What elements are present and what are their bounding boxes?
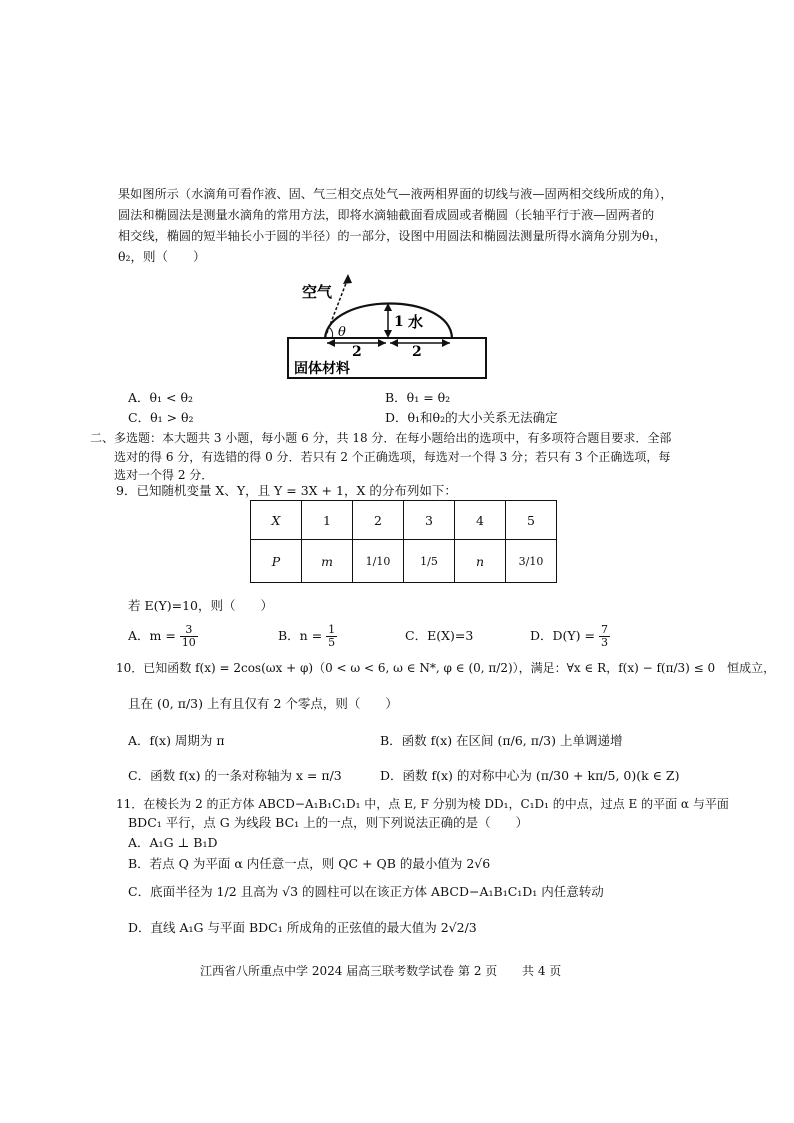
paragraph-line-1: 果如图所示（水滴角可看作液、固、气三相交点处气—液两相界面的切线与液—固两相交线所成的角）， (118, 187, 673, 201)
footer-page: 第 2 页 (458, 964, 498, 978)
section2-line-1: 二、多选题：本大题共 3 小题，每小题 6 分，共 18 分．在每小题给出的选项中，有多项符合题目要求．全部 (90, 431, 672, 445)
section2-line-2: 选对的得 6 分，有选错的得 0 分．若只有 2 个正确选项，每选对一个得 3 分；若只有 3 个正确选项，每 (114, 450, 671, 464)
q11-option-b: B．若点 Q 为平面 α 内任意一点，则 QC + QB 的最小值为 2√6 (128, 856, 491, 871)
table-cell: 1/5 (404, 540, 455, 583)
water-droplet-figure (280, 272, 500, 384)
table-row (251, 540, 557, 583)
q9-option-d (530, 624, 610, 649)
left-width-label: 2 (352, 344, 362, 360)
theta-label: θ (338, 325, 346, 340)
q11-line-2: BDC₁ 平行，点 G 为线段 BC₁ 上的一点，则下列说法正确的是（ ） (128, 815, 529, 830)
table-cell: 3 (404, 501, 455, 540)
q8-option-b: B．θ₁ = θ₂ (385, 390, 451, 405)
q9-distribution-table (250, 500, 557, 583)
table-cell: m (302, 540, 353, 583)
q9-option-c: C．E(X)=3 (405, 628, 474, 643)
air-label: 空气 (302, 283, 333, 301)
q8-option-d: D．θ₁和θ₂的大小关系无法确定 (385, 410, 558, 425)
table-cell: 2 (353, 501, 404, 540)
q11-option-a: A．A₁G ⊥ B₁D (128, 835, 218, 850)
fraction: $\frac{1}{5}$ (328, 623, 336, 649)
q10-option-b: B．函数 f(x) 在区间 (π/6, π/3) 上单调递增 (380, 733, 623, 748)
material-label: 固体材料 (294, 361, 350, 377)
q10-option-a: A．f(x) 周期为 π (128, 733, 225, 748)
q10-option-d: D．函数 f(x) 的对称中心为 (π/30 + kπ/5, 0)(k ∈ Z) (380, 768, 680, 783)
fraction: $\frac{7}{3}$ (600, 623, 608, 649)
q9-option-b (278, 624, 337, 649)
table-row (251, 501, 557, 540)
table-cell: 3/10 (506, 540, 557, 583)
q9-stem: 9．已知随机变量 X、Y，且 Y = 3X + 1，X 的分布列如下： (116, 483, 457, 498)
table-cell: 1/10 (353, 540, 404, 583)
table-cell: X (251, 501, 302, 540)
q11-option-c: C．底面半径为 1/2 且高为 √3 的圆柱可以在该正方体 ABCD−A₁B₁C₁D₁ 内任意转动 (128, 884, 604, 899)
paragraph-line-4: θ₂，则（ ） (118, 249, 206, 264)
section2-line-3: 选对一个得 2 分． (114, 468, 214, 482)
table-cell: 5 (506, 501, 557, 540)
table-cell: n (455, 540, 506, 583)
table-cell: 4 (455, 501, 506, 540)
fraction: $\frac{3}{10}$ (181, 623, 196, 649)
footer-school: 江西省八所重点中学 2024 届高三联考数学试卷 (200, 964, 455, 978)
q9-given: 若 E(Y)=10，则（ ） (128, 598, 273, 613)
table-cell: 1 (302, 501, 353, 540)
q9-option-b-label: B．n = (278, 628, 323, 643)
footer-total: 共 4 页 (522, 964, 562, 978)
right-width-label: 2 (412, 344, 422, 360)
q11-line-1: 11．在棱长为 2 的正方体 ABCD−A₁B₁C₁D₁ 中，点 E, F 分别为棱 DD₁，C₁D₁ 的中点，过点 E 的平面 α 与平面 (116, 797, 729, 811)
tangent-arrowhead (343, 274, 352, 284)
height-label: 1 (394, 314, 404, 330)
q9-option-a-label: A．m = (128, 628, 176, 643)
q10-line-1: 10．已知函数 f(x) = 2cos(ωx + φ)（0 < ω < 6, ω ∈ N*, φ ∈ (0, π/2)），满足：∀x ∈ R，f(x) − f(π/3) ≤ 0 恒成立， (116, 661, 776, 675)
q9-option-a (128, 624, 198, 649)
q8-option-c: C．θ₁ > θ₂ (128, 410, 194, 425)
paragraph-line-3: 相交线，椭圆的短半轴长小于圆的半径）的一部分，设图中用圆法和椭圆法测量所得水滴角分别为θ₁， (118, 229, 667, 243)
q10-line-2: 且在 (0, π/3) 上有且仅有 2 个零点，则（ ） (128, 696, 398, 711)
table-cell: P (251, 540, 302, 583)
q8-option-a: A．θ₁ < θ₂ (128, 390, 194, 405)
q10-option-c: C．函数 f(x) 的一条对称轴为 x = π/3 (128, 768, 342, 783)
q11-option-d: D．直线 A₁G 与平面 BDC₁ 所成角的正弦值的最大值为 2√2/3 (128, 920, 477, 935)
water-label: 水 (408, 313, 424, 331)
paragraph-line-2: 圆法和椭圆法是测量水滴角的常用方法，即将水滴轴截面看成圆或者椭圆（长轴平行于液—固两者的 (118, 208, 655, 222)
q9-option-d-label: D．D(Y) = (530, 628, 595, 643)
